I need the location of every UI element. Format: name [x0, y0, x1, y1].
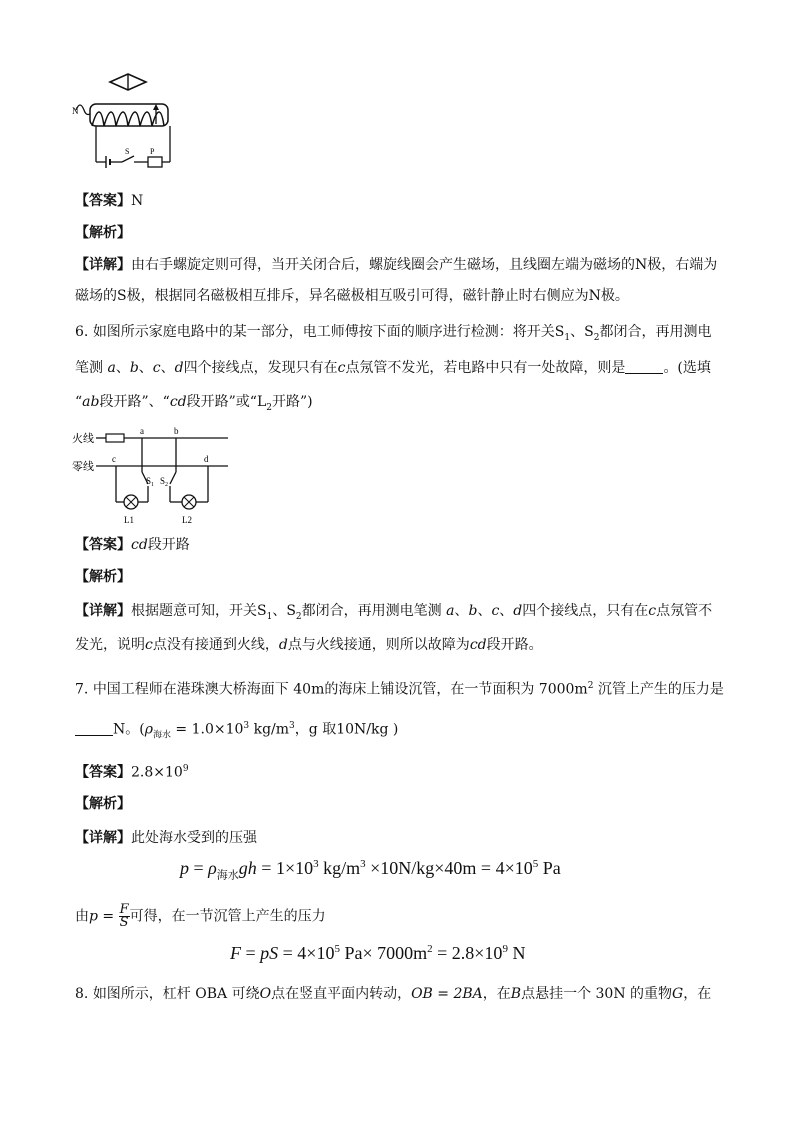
s2-subscript: 2	[165, 482, 169, 488]
superscript: 3	[289, 721, 295, 731]
stem-text: 点悬挂一个 30N 的重物	[521, 986, 673, 1002]
detail-text: 根据题意可知，开关S	[131, 603, 267, 619]
frac-num: F	[119, 902, 129, 917]
point-d: d	[278, 637, 288, 653]
sep: 、	[499, 603, 514, 619]
stem-text: = 1.0×10	[170, 721, 244, 738]
stem-text: ，在	[683, 986, 712, 1002]
answer-italic: cd	[131, 537, 148, 553]
question-number: 7.	[75, 681, 89, 698]
f1-p: p	[180, 858, 189, 878]
detail-text: 段开路。	[486, 637, 543, 653]
q5-analysis	[75, 224, 131, 242]
point-c: c	[648, 603, 657, 619]
by-eq: =	[97, 908, 119, 925]
detail-tag: 【详解】	[75, 830, 131, 846]
q7-by-formula-line	[75, 904, 326, 929]
f1-rho: ρ	[208, 858, 217, 878]
detail-text: 四个接线点，只有在	[522, 603, 649, 619]
pressure-formula	[180, 858, 561, 883]
f2-pS: pS	[260, 943, 279, 963]
stem-text: 段开路”、“	[99, 394, 170, 410]
q6-stem-line-2	[75, 359, 711, 377]
point-c: c	[337, 360, 346, 376]
subscript: 2	[593, 332, 600, 343]
point-d: d	[513, 603, 523, 619]
fig-label-left: N	[72, 106, 79, 116]
q6-analysis	[75, 568, 131, 586]
label-c: c	[112, 454, 116, 464]
subscript: 1	[266, 611, 273, 622]
point-d: d	[174, 360, 184, 376]
stem-text: “	[75, 394, 83, 410]
f2-sup: 2	[427, 943, 433, 955]
q6-stem-line-3	[75, 393, 313, 417]
weight-G: G	[672, 986, 684, 1002]
question-number: 8.	[75, 986, 89, 1002]
stem-text: 如图所示家庭电路中的某一部分，电工师傅按下面的顺序进行检测：将开关S	[92, 324, 565, 340]
stem-text: ，g 取10N/kg )	[294, 721, 399, 738]
ratio-eq: OB = 2BA	[411, 986, 483, 1002]
label-a: a	[140, 426, 144, 436]
household-circuit-figure	[72, 422, 232, 527]
q7-detail	[75, 829, 257, 847]
point-O: O	[259, 986, 272, 1002]
f2-sup: 5	[334, 943, 340, 955]
q5-detail-line-1	[75, 256, 717, 274]
q6-answer	[75, 536, 190, 554]
stem-text: 都闭合，再用测电	[599, 324, 712, 340]
f1-text: = 1×10	[256, 858, 314, 878]
answer-text: 段开路	[147, 537, 190, 553]
label-s2	[160, 476, 168, 488]
label-b: b	[174, 426, 179, 436]
f1-sup: 5	[532, 858, 539, 870]
answer-tag: 【答案】	[75, 193, 131, 209]
label-s1	[146, 476, 154, 488]
point-b: b	[129, 360, 139, 376]
f1-eq: =	[189, 858, 209, 878]
detail-tag: 【详解】	[75, 603, 131, 619]
f1-subscript: 海水	[216, 869, 239, 882]
q7-analysis	[75, 795, 131, 813]
analysis-tag: 【解析】	[75, 225, 131, 241]
answer-tag: 【答案】	[75, 537, 131, 553]
stem-text: 、S	[570, 324, 594, 340]
by-p: p	[89, 908, 98, 925]
solenoid-diagram	[70, 70, 190, 170]
segment-cd: cd	[469, 637, 487, 653]
stem-text: ，在	[482, 986, 511, 1002]
stem-text: 段开路”或“L	[186, 394, 267, 410]
sep: 、	[160, 360, 175, 376]
f1-sup: 3	[313, 858, 319, 870]
f2-text: = 2.8×10	[432, 943, 503, 963]
subscript: 海水	[152, 730, 171, 741]
sep: 、	[115, 360, 130, 376]
segment-cd: cd	[169, 394, 187, 410]
detail-text: 由右手螺旋定则可得，当开关闭合后，螺旋线圈会产生磁场，且线圈左端为磁场的N极，右端为	[131, 257, 718, 273]
fraction-f-over-s	[119, 904, 130, 929]
stem-text: 笔测	[75, 360, 103, 376]
analysis-tag: 【解析】	[75, 569, 131, 585]
answer-text: N	[131, 193, 144, 209]
f2-text: = 4×10	[278, 943, 335, 963]
answer-blank	[625, 360, 663, 374]
label-neutral: 零线	[72, 460, 94, 473]
label-l2: L2	[182, 515, 192, 525]
f1-text: Pa	[538, 858, 561, 878]
point-b: b	[468, 603, 478, 619]
point-c: c	[145, 637, 153, 653]
q7-stem-line-1	[75, 677, 724, 699]
f1-text: kg/m	[318, 858, 361, 878]
stem-text: 点在竖直平面内转动，	[271, 986, 412, 1002]
label-live: 火线	[72, 432, 94, 445]
detail-tag: 【详解】	[75, 257, 131, 273]
fig-label-switch: S	[125, 147, 130, 156]
sep: 、	[477, 603, 492, 619]
q6-stem-line-1	[75, 323, 711, 347]
q5-answer	[75, 192, 143, 210]
point-c: c	[491, 603, 500, 619]
question-number: 6.	[75, 324, 89, 340]
label-l1: L1	[124, 515, 134, 525]
f1-gh: gh	[238, 858, 257, 878]
f1-text: ×10N/kg×40m = 4×10	[365, 858, 533, 878]
rho-symbol: ρ	[144, 721, 153, 738]
stem-text: 沉管上产生的压力是	[593, 681, 724, 698]
subscript: 2	[295, 611, 302, 622]
detail-text: 点与火线接通，则所以故障为	[287, 637, 470, 653]
f2-eq: =	[241, 943, 261, 963]
s2-letter: S	[160, 476, 166, 486]
stem-text: 。(选填	[663, 360, 711, 376]
q7-answer	[75, 760, 189, 782]
point-a: a	[107, 360, 116, 376]
force-formula	[230, 943, 525, 964]
answer-text: 2.8×10	[131, 764, 183, 781]
q5-detail-line-2	[75, 287, 629, 305]
detail-text: 此处海水受到的压强	[131, 830, 257, 846]
f2-text: Pa× 7000m	[339, 943, 428, 963]
fig-label-resistor: P	[150, 147, 155, 156]
subscript: 1	[564, 332, 571, 343]
f2-F: F	[230, 943, 241, 963]
q7-stem-line-2	[75, 717, 398, 744]
point-a: a	[446, 603, 455, 619]
q8-stem-line-1	[75, 985, 711, 1003]
solenoid-figure	[70, 70, 190, 170]
s1-subscript: 1	[151, 482, 155, 488]
answer-superscript: 9	[182, 764, 189, 774]
s1-letter: S	[146, 476, 152, 486]
sep: 、	[454, 603, 469, 619]
detail-text: 可得，在一节沉管上产生的压力	[129, 908, 326, 925]
detail-text: 磁场的S极，根据同名磁极相互排斥，异名磁极相互吸引可得，磁针静止时右侧应为N极。	[75, 288, 629, 304]
point-c: c	[152, 360, 161, 376]
analysis-tag: 【解析】	[75, 796, 131, 812]
stem-text: kg/m	[249, 721, 290, 738]
detail-text: 点没有接通到火线，	[152, 637, 279, 653]
stem-text: 开路”)	[271, 394, 313, 410]
f1-sup: 3	[360, 858, 366, 870]
f2-sup: 9	[502, 943, 508, 955]
f2-text: N	[507, 943, 526, 963]
answer-blank	[75, 722, 113, 736]
superscript: 2	[587, 681, 594, 691]
household-circuit-diagram	[72, 422, 232, 527]
answer-tag: 【答案】	[75, 764, 131, 781]
detail-text: 点氖管不	[656, 603, 713, 619]
label-d: d	[204, 454, 209, 464]
stem-text: 点氖管不发光，若电路中只有一处故障，则是	[345, 360, 626, 376]
stem-text: 四个接线点，发现只有在	[183, 360, 338, 376]
sep: 、	[138, 360, 153, 376]
stem-text: 中国工程师在港珠澳大桥海面下 40m的海床上铺设沉管，在一节面积为 7000m	[92, 681, 588, 698]
q6-detail-line-2	[75, 636, 543, 654]
superscript: 3	[243, 721, 250, 731]
point-B: B	[510, 986, 522, 1002]
segment-ab: ab	[82, 394, 100, 410]
detail-text: 、S	[272, 603, 296, 619]
detail-text: 由	[75, 908, 89, 925]
detail-text: 都闭合，再用测电笔测	[301, 603, 442, 619]
q6-detail-line-1	[75, 602, 712, 626]
frac-den: S	[119, 915, 129, 930]
stem-text: 如图所示，杠杆 OBA 可绕	[92, 986, 260, 1002]
stem-text: N。(	[113, 721, 145, 738]
subscript: 2	[266, 402, 272, 413]
detail-text: 发光，说明	[75, 637, 145, 653]
